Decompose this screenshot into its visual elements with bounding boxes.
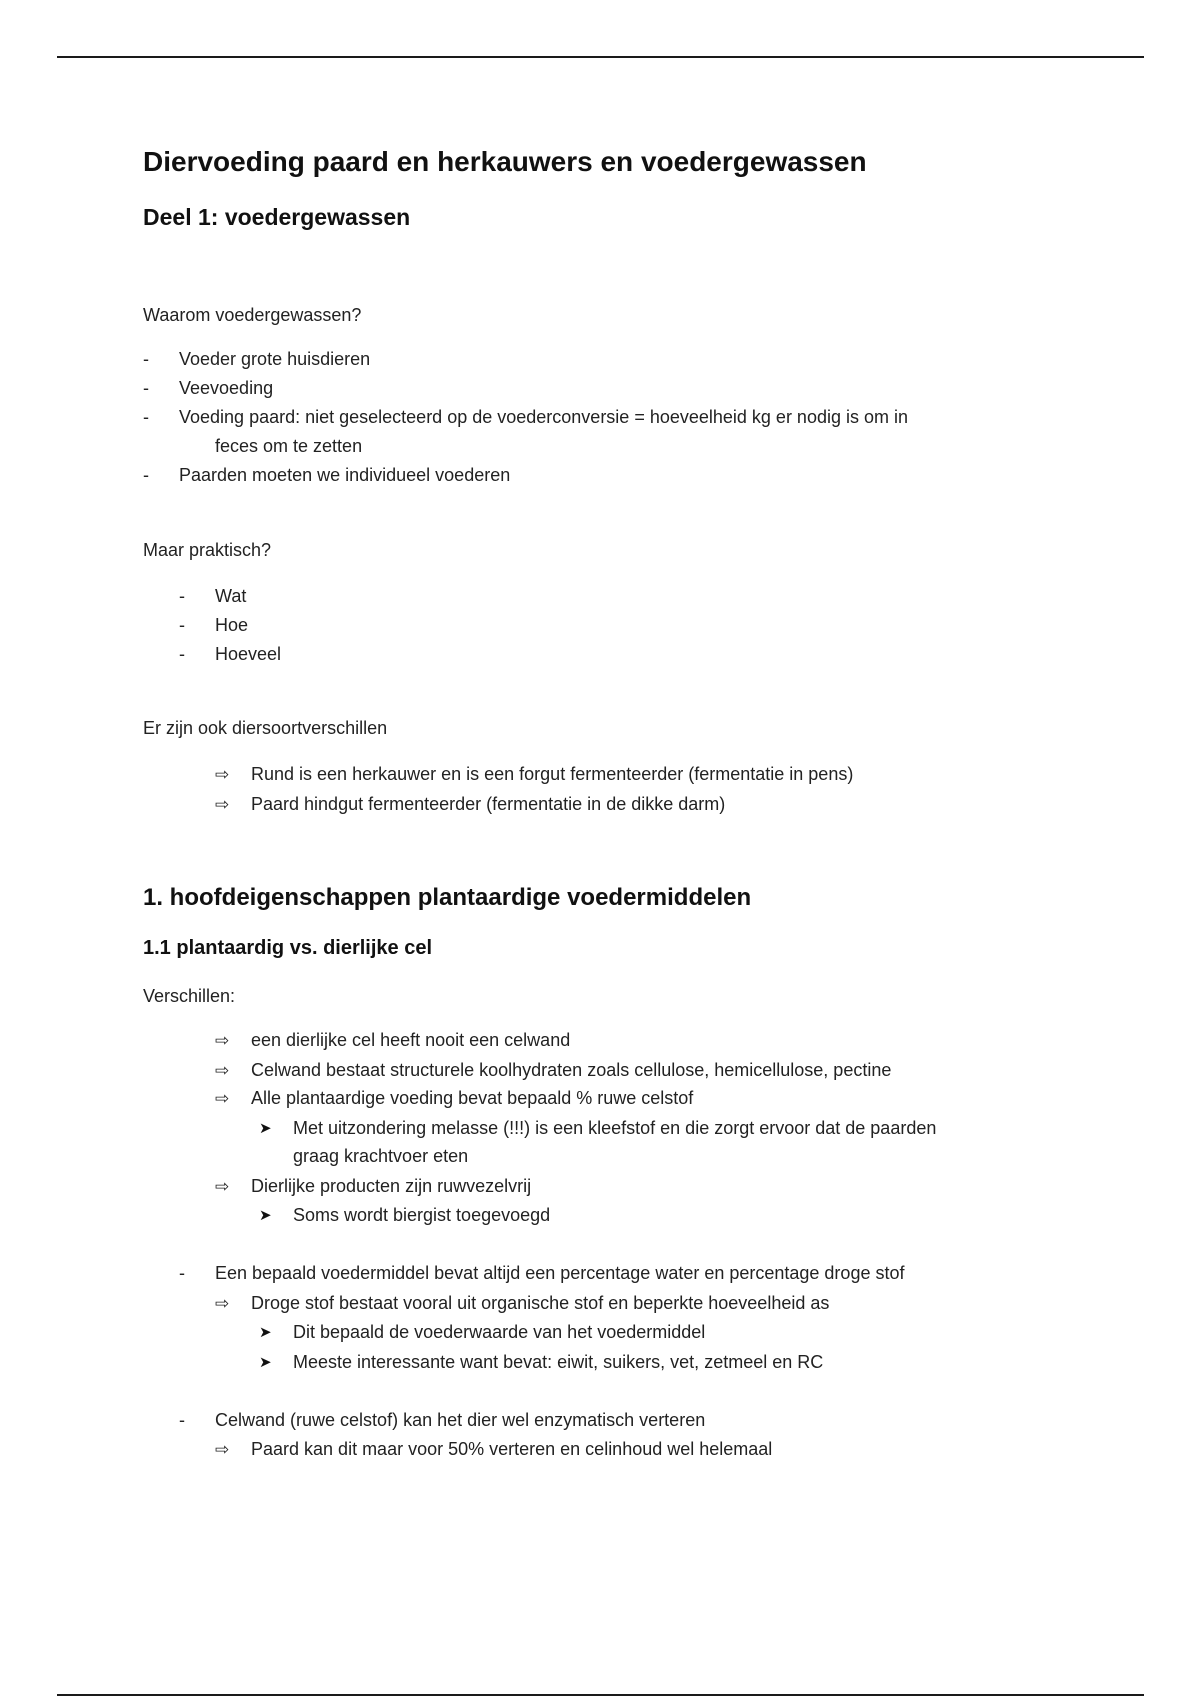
dash-bullet: - — [179, 586, 185, 606]
differences-label: Verschillen: — [143, 986, 236, 1006]
arrow-right-icon: ⇨ — [215, 1031, 230, 1050]
arrow-item: ⇨ Rund is een herkauwer en is een forgut fermenteerder (fermentatie in pens) — [251, 760, 853, 789]
list-item-continuation: feces om te zetten — [215, 436, 363, 456]
species-heading: Er zijn ook diersoortverschillen — [143, 718, 388, 738]
arrow-item: ⇨ Droge stof bestaat vooral uit organische stof en beperkte hoeveelheid as — [251, 1289, 829, 1318]
dash-bullet: - — [179, 1263, 185, 1283]
sub-bullet-item: ➤ Soms wordt biergist toegevoegd — [293, 1201, 550, 1230]
list-item: - Een bepaald voedermiddel bevat altijd een percentage water en percentage droge stof — [215, 1259, 904, 1288]
arrow-item: ⇨ Paard kan dit maar voor 50% verteren en celinhoud wel helemaal — [251, 1435, 772, 1464]
sub-bullet-item: ➤ Meeste interessante want bevat: eiwit, suikers, vet, zetmeel en RC — [293, 1348, 823, 1377]
list-item: - Celwand (ruwe celstof) kan het dier wel enzymatisch verteren — [215, 1406, 705, 1435]
part-heading: Deel 1: voedergewassen — [143, 204, 411, 230]
triangle-bullet-icon: ➤ — [259, 1120, 272, 1137]
list-item: - Paarden moeten we individueel voederen — [179, 461, 510, 490]
arrow-right-icon: ⇨ — [215, 1177, 230, 1196]
dash-bullet: - — [143, 465, 149, 485]
dash-bullet: - — [143, 349, 149, 369]
practical-heading: Maar praktisch? — [143, 540, 272, 560]
header-rule — [57, 56, 1144, 58]
arrow-right-icon: ⇨ — [215, 1294, 230, 1313]
arrow-item: ⇨ Dierlijke producten zijn ruwvezelvrij — [251, 1172, 531, 1201]
dash-bullet: - — [179, 1410, 185, 1430]
arrow-item: ⇨ een dierlijke cel heeft nooit een celwand — [251, 1026, 570, 1055]
arrow-right-icon: ⇨ — [215, 765, 230, 784]
list-item: - Hoeveel — [215, 640, 281, 669]
footer-rule — [57, 1694, 1144, 1696]
dash-bullet: - — [143, 378, 149, 398]
list-item-continuation: graag krachtvoer eten — [293, 1146, 469, 1166]
arrow-right-icon: ⇨ — [215, 1061, 230, 1080]
list-item: - Voeding paard: niet geselecteerd op de voederconversie = hoeveelheid kg er nodig is om in — [179, 403, 908, 432]
document-title: Diervoeding paard en herkauwers en voedergewassen — [143, 146, 867, 177]
why-heading: Waarom voedergewassen? — [143, 305, 362, 325]
triangle-bullet-icon: ➤ — [259, 1207, 272, 1224]
list-item: - Hoe — [215, 611, 248, 640]
arrow-right-icon: ⇨ — [215, 1089, 230, 1108]
dash-bullet: - — [179, 615, 185, 635]
arrow-right-icon: ⇨ — [215, 1440, 230, 1459]
arrow-item: ⇨ Celwand bestaat structurele koolhydraten zoals cellulose, hemicellulose, pectine — [251, 1056, 891, 1085]
arrow-item: ⇨ Paard hindgut fermenteerder (fermentatie in de dikke darm) — [251, 790, 725, 819]
list-item: - Wat — [215, 582, 246, 611]
subsection-heading: 1.1 plantaardig vs. dierlijke cel — [143, 937, 433, 959]
section-heading: 1. hoofdeigenschappen plantaardige voedermiddelen — [143, 884, 752, 911]
triangle-bullet-icon: ➤ — [259, 1324, 272, 1341]
arrow-right-icon: ⇨ — [215, 795, 230, 814]
list-item: - Voeder grote huisdieren — [179, 345, 370, 374]
sub-bullet-item: ➤ Met uitzondering melasse (!!!) is een kleefstof en die zorgt ervoor dat de paarden — [293, 1114, 936, 1143]
dash-bullet: - — [143, 407, 149, 427]
sub-bullet-item: ➤ Dit bepaald de voederwaarde van het voedermiddel — [293, 1318, 705, 1347]
triangle-bullet-icon: ➤ — [259, 1354, 272, 1371]
arrow-item: ⇨ Alle plantaardige voeding bevat bepaald % ruwe celstof — [251, 1084, 693, 1113]
list-item: - Veevoeding — [179, 374, 273, 403]
dash-bullet: - — [179, 644, 185, 664]
